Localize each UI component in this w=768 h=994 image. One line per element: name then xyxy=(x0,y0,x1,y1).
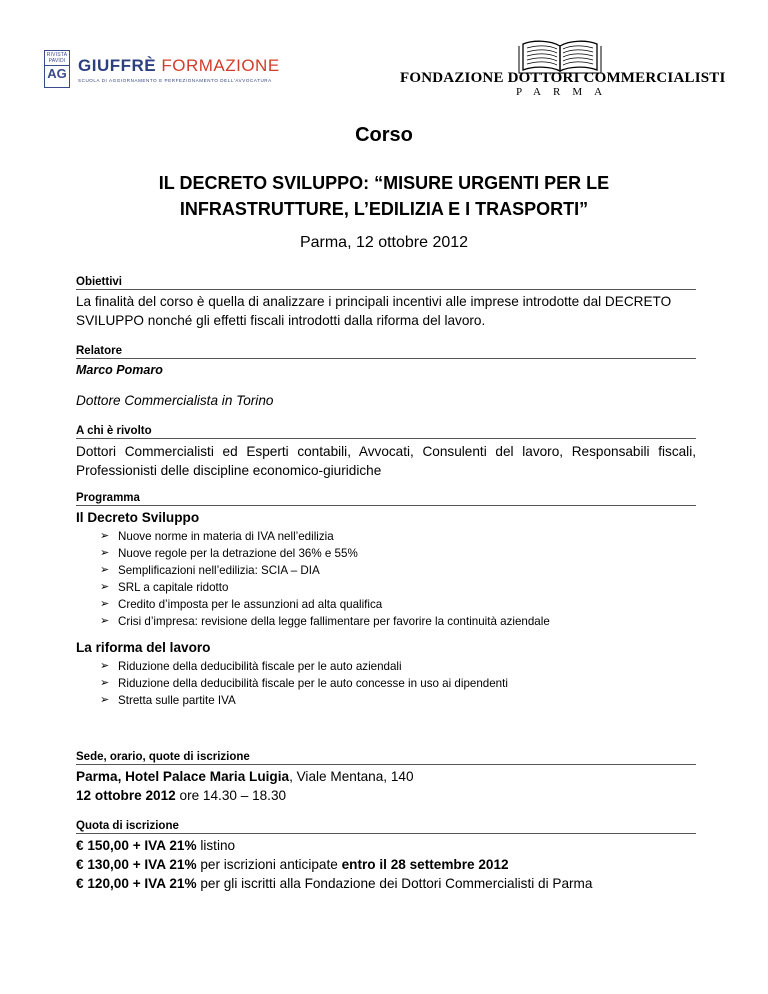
quota-label: Quota di iscrizione xyxy=(76,820,696,834)
list-item: ➢ Credito d’imposta per le assunzioni ad alta qualifica xyxy=(100,598,383,611)
fondazione-city: PARMA xyxy=(515,86,615,98)
giuffre-tagline: SCUOLA DI AGGIORNAMENTO E PERFEZIONAMENTO DELL'AVVOCATURA xyxy=(78,78,272,83)
arrow-bullet-icon: ➢ xyxy=(100,530,110,542)
arrow-bullet-icon: ➢ xyxy=(100,615,110,627)
list-item: ➢ Riduzione della deducibilità fiscale per le auto concesse in uso ai dipendenti xyxy=(100,677,508,690)
giuffre-brand-name xyxy=(78,56,280,76)
ag-logo-box xyxy=(44,50,70,88)
arrow-bullet-icon: ➢ xyxy=(100,660,110,672)
list-item: ➢ Semplificazioni nell’edilizia: SCIA – DIA xyxy=(100,564,320,577)
open-book-icon xyxy=(515,38,605,74)
arrow-bullet-icon: ➢ xyxy=(100,547,110,559)
list-item: ➢ Nuove norme in materia di IVA nell’edilizia xyxy=(100,530,334,543)
course-title: IL DECRETO SVILUPPO: “MISURE URGENTI PER LE INFRASTRUTTURE, L’EDILIZIA E I TRASPORTI” xyxy=(158,173,610,219)
arrow-bullet-icon: ➢ xyxy=(100,598,110,610)
rivolto-text: Dottori Commercialisti ed Esperti contabili, Avvocati, Consulenti del lavoro, Responsabili fiscali, Professionisti delle discipline economico-giuridiche xyxy=(76,444,696,478)
list-item: ➢ Riduzione della deducibilità fiscale per le auto aziendali xyxy=(100,660,402,673)
programma-label: Programma xyxy=(76,492,696,506)
brand-part-formazione: FORMAZIONE xyxy=(161,56,280,75)
rivolto-label: A chi è rivolto xyxy=(76,425,696,439)
relatore-label: Relatore xyxy=(76,345,696,359)
riforma-topics-list xyxy=(100,658,700,709)
giuffre-formazione-logo xyxy=(44,50,280,90)
obiettivi-text: La finalità del corso è quella di analizzare i principali incentivi alle imprese introdotte dal DECRETO SVILUPPO nonché gli effetti fiscali introdotti dalla riforma del lavoro. xyxy=(76,294,672,328)
obiettivi-label: Obiettivi xyxy=(76,276,696,290)
ag-box-letters: AG xyxy=(47,66,67,81)
fondazione-title: FONDAZIONE DOTTORI COMMERCIALISTI xyxy=(400,70,726,86)
list-item: ➢ SRL a capitale ridotto xyxy=(100,581,229,594)
relatore-role: Dottore Commercialista in Torino xyxy=(76,393,274,408)
programma-heading-decreto: Il Decreto Sviluppo xyxy=(76,510,200,525)
relatore-name: Marco Pomaro xyxy=(76,363,163,377)
sede-datetime: 12 ottobre 2012 ore 14.30 – 18.30 xyxy=(76,788,287,803)
quota-line-iscritti: € 120,00 + IVA 21% per gli iscritti alla Fondazione dei Dottori Commercialisti di Parma xyxy=(76,876,593,891)
list-item: ➢ Crisi d’impresa: revisione della legge fallimentare per favorire la continuità aziendale xyxy=(100,615,550,628)
ag-box-top-text: RIVISTA PAVIDI xyxy=(46,52,68,64)
course-date-place: Parma, 12 ottobre 2012 xyxy=(299,234,469,251)
arrow-bullet-icon: ➢ xyxy=(100,694,110,706)
quota-line-anticipata: € 130,00 + IVA 21% per iscrizioni anticipate entro il 28 settembre 2012 xyxy=(76,857,509,872)
arrow-bullet-icon: ➢ xyxy=(100,677,110,689)
arrow-bullet-icon: ➢ xyxy=(100,581,110,593)
brand-part-giuffre: GIUFFRÈ xyxy=(78,56,157,75)
corso-heading: Corso xyxy=(355,124,413,146)
decreto-topics-list xyxy=(100,528,700,630)
list-item: ➢ Stretta sulle partite IVA xyxy=(100,694,236,707)
sede-venue: Parma, Hotel Palace Maria Luigia, Viale Mentana, 140 xyxy=(76,769,414,784)
list-item: ➢ Nuove regole per la detrazione del 36% e 55% xyxy=(100,547,358,560)
quota-line-listino: € 150,00 + IVA 21% listino xyxy=(76,838,236,853)
sede-label: Sede, orario, quote di iscrizione xyxy=(76,751,696,765)
fondazione-logo xyxy=(400,38,726,98)
arrow-bullet-icon: ➢ xyxy=(100,564,110,576)
programma-heading-riforma: La riforma del lavoro xyxy=(76,640,211,655)
